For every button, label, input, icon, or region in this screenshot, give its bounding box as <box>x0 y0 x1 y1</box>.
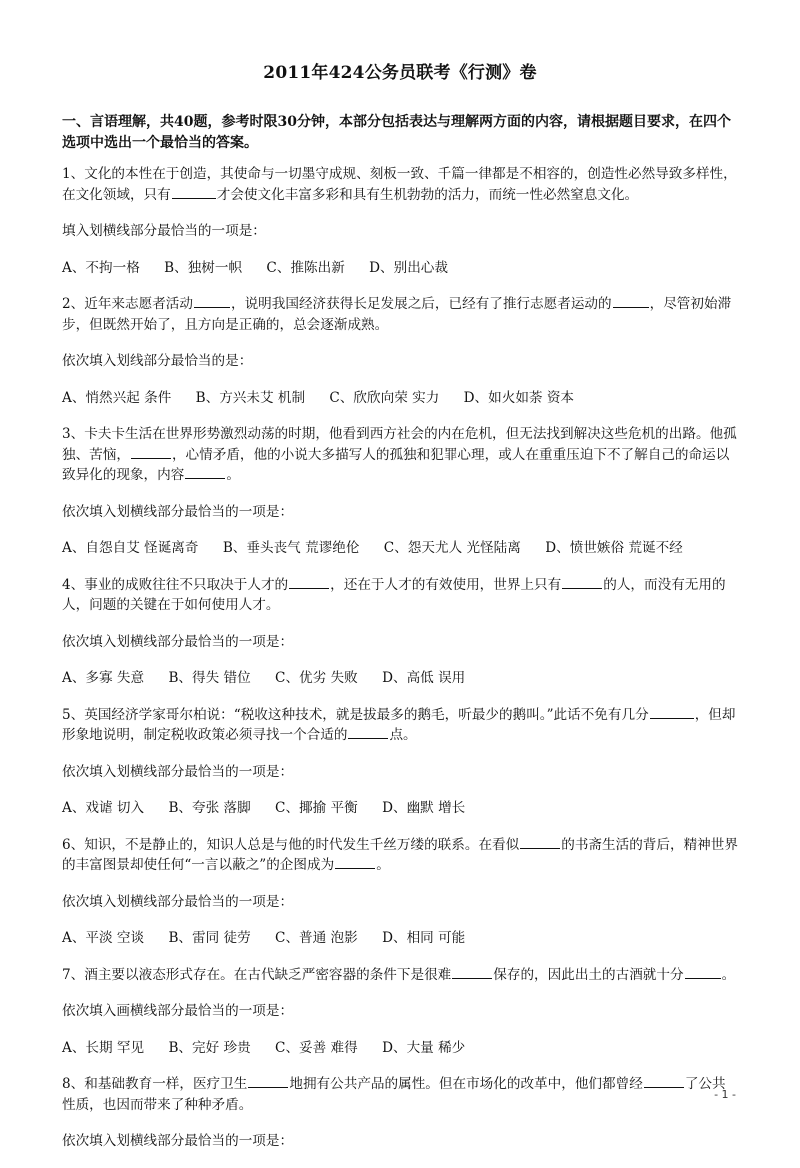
option-d: D、愤世嫉俗 荒诞不经 <box>545 540 683 556</box>
option-d: D、别出心裁 <box>369 259 448 276</box>
option-b: B、雷同 徒劳 <box>168 930 251 946</box>
option-a: A、平淡 空谈 <box>62 930 145 946</box>
answer-blank <box>613 294 649 308</box>
question-3-prompt: 依次填入划横线部分最恰当的一项是： <box>62 503 294 520</box>
document-title: 2011年424公务员联考《行测》卷 <box>263 63 537 83</box>
answer-blank <box>289 575 329 589</box>
question-7-options <box>62 1038 738 1059</box>
option-a: A、戏谑 切入 <box>62 800 145 816</box>
option-c: C、推陈出新 <box>266 259 345 276</box>
question-2-options <box>62 388 738 409</box>
question-6-stem: 6、知识，不是静止的，知识人总是与他的时代发生千丝万缕的联系。在看似 的书斋生活的背后，精神世界的丰富图景却使任何“一言以蔽之”的企图成为 。 <box>62 836 738 873</box>
option-c: C、普通 泡影 <box>275 930 358 946</box>
option-b: B、夸张 落脚 <box>168 800 251 816</box>
answer-blank <box>185 465 225 479</box>
question-3-options <box>62 538 738 559</box>
question-1-stem: 1、文化的本性在于创造，其使命与一切墨守成规、刻板一致、千篇一律都是不相容的，创造性必然导致多样性，在文化领域，只有 才会使文化丰富多彩和具有生机勃勃的活力，而统一性必然窒息文化。 <box>62 166 737 203</box>
option-b: B、垂头丧气 荒谬绝伦 <box>222 540 360 556</box>
question-5-options <box>62 798 738 819</box>
question-8-stem: 8、和基础教育一样，医疗卫生 地拥有公共产品的属性。但在市场化的改革中，他们都曾经 了公共性质，也因而带来了种种矛盾。 <box>62 1076 726 1113</box>
answer-blank <box>172 185 216 199</box>
question-8-prompt: 依次填入划横线部分最恰当的一项是： <box>62 1133 294 1149</box>
option-c: C、揶揄 平衡 <box>275 800 358 816</box>
answer-blank <box>248 1074 288 1088</box>
option-d: D、如火如荼 资本 <box>463 389 575 406</box>
question-1-prompt: 填入划横线部分最恰当的一项是： <box>62 223 266 239</box>
option-d: D、幽默 增长 <box>382 800 466 816</box>
answer-blank <box>685 965 721 979</box>
answer-blank <box>452 965 492 979</box>
option-a: A、多寡 失意 <box>62 670 145 686</box>
question-4-options <box>62 668 738 689</box>
answer-blank <box>650 705 694 719</box>
question-2-stem: 2、近年来志愿者活动 ，说明我国经济获得长足发展之后，已经有了推行志愿者运动的 ，尽管初始滞步，但既然开始了，且方向是正确的，总会逐渐成熟。 <box>62 296 732 333</box>
document-content <box>62 112 738 1168</box>
question-5-prompt: 依次填入划横线部分最恰当的一项是： <box>62 763 294 780</box>
section-heading: 一、言语理解，共40题，参考时限30分钟，本部分包括表达与理解两方面的内容，请根据题目要求，在四个选项中选出一个最恰当的答案。 <box>62 114 731 151</box>
option-d: D、相同 可能 <box>382 930 466 946</box>
option-a: A、不拘一格 <box>62 259 140 276</box>
option-a: A、悄然兴起 条件 <box>62 389 172 406</box>
option-d: D、高低 误用 <box>382 670 466 686</box>
option-c: C、妥善 难得 <box>275 1039 358 1056</box>
answer-blank <box>520 835 560 849</box>
option-b: B、得失 错位 <box>168 670 251 686</box>
answer-blank <box>131 445 171 459</box>
option-a: A、自怨自艾 怪诞离奇 <box>62 540 199 556</box>
question-4-prompt: 依次填入划横线部分最恰当的一项是： <box>62 633 294 650</box>
answer-blank <box>348 725 388 739</box>
option-b: B、完好 珍贵 <box>168 1039 251 1056</box>
question-3-stem: 3、卡夫卡生活在世界形势激烈动荡的时期，他看到西方社会的内在危机，但无法找到解决这些危机的出路。他孤独、苦恼， ，心情矛盾，他的小说大多描写人的孤独和犯罪心理，或人在重重压迫下不了解自己的命运以致异化的现象，内容 。 <box>62 426 737 483</box>
question-6-options <box>62 928 738 949</box>
option-d: D、大量 稀少 <box>382 1039 466 1056</box>
question-6-prompt: 依次填入划横线部分最恰当的一项是： <box>62 893 294 910</box>
answer-blank <box>335 855 375 869</box>
question-5-stem: 5、英国经济学家哥尔柏说：“税收这种技术，就是拔最多的鹅毛，听最少的鹅叫。”此话不免有几分 ，但却形象地说明，制定税收政策必须寻找一个合适的 点。 <box>62 706 736 743</box>
question-2-prompt: 依次填入划线部分最恰当的是： <box>62 353 253 369</box>
page-number: - 1 - <box>714 1088 736 1101</box>
option-b: B、独树一帜 <box>164 259 243 276</box>
answer-blank <box>562 575 602 589</box>
answer-blank <box>644 1074 684 1088</box>
question-1-options <box>62 258 738 279</box>
question-4-stem: 4、事业的成败往往不只取决于人才的 ，还在于人才的有效使用，世界上只有 的人，而没有无用的人，问题的关键在于如何使用人才。 <box>62 576 726 613</box>
question-7-prompt: 依次填入画横线部分最恰当的一项是： <box>62 1003 294 1019</box>
question-7-stem: 7、酒主要以液态形式存在。在古代缺乏严密容器的条件下是很难 保存的，因此出土的古酒就十分 。 <box>62 966 736 983</box>
option-c: C、欣欣向荣 实力 <box>329 389 440 406</box>
option-b: B、方兴未艾 机制 <box>195 389 306 406</box>
option-a: A、长期 罕见 <box>62 1039 145 1056</box>
answer-blank <box>194 294 230 308</box>
option-c: C、怨天尤人 光怪陆离 <box>383 540 521 556</box>
option-c: C、优劣 失败 <box>275 670 358 686</box>
